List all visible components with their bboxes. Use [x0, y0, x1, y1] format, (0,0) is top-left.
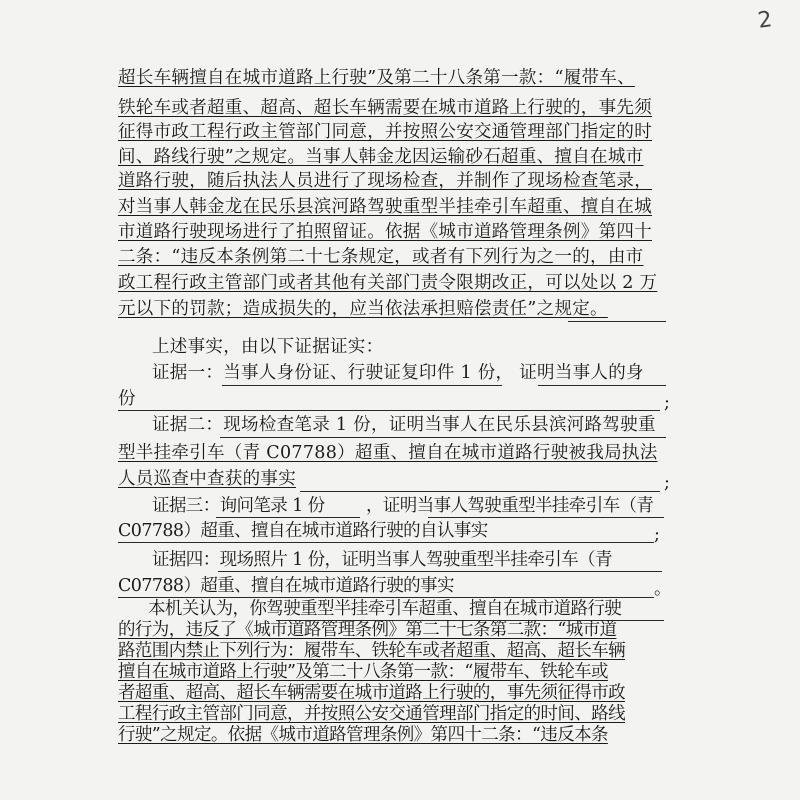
- evidence-3: 证据三：询问笔录 1 份: [152, 496, 325, 516]
- text-line: 征得市政工程行政主管部门同意，并按照公安交通管理部门指定的时: [118, 122, 652, 142]
- evidence-2-cont: 人员巡查中查获的事实: [118, 469, 296, 489]
- text-line: 间、路线行驶”之规定。当事人韩金龙因运输砂石超重、擅自在城市: [118, 147, 644, 167]
- underline-rule: [568, 321, 666, 322]
- evidence-2-cont: 型半挂牵引车（青 C07788）超重、擅自在城市道路行驶被我局执法: [118, 443, 658, 463]
- evidence-4-cont: C07788）超重、擅自在城市道路行驶的事实: [118, 576, 454, 596]
- evidence-1-cont: 份: [118, 389, 136, 409]
- text-line: 铁轮车或者超重、超高、超长车辆需要在城市道路上行驶的，事先须: [118, 98, 652, 118]
- evidence-2: 证据二：现场检查笔录 1 份，证明当事人在民乐县滨河路驾驶重: [152, 415, 656, 435]
- text-line: 行驶”之规定。依据《城市道路管理条例》第四十二条：“违反本条: [118, 725, 608, 745]
- text-line: 本机关认为，你驾驶重型半挂牵引车超重、擅自在城市道路行驶: [148, 599, 622, 619]
- underline-rule: [118, 542, 654, 543]
- evidence-3-cont: C07788）超重、擅自在城市道路行驶的自认事实: [118, 521, 488, 541]
- underline-rule: [118, 410, 660, 411]
- text-line: 政工程行政主管部门或者其他有关部门责令限期改正，可以处以 2 万: [118, 273, 658, 293]
- text-line: 道路行驶，随后执法人员进行了现场检查，并制作了现场检查笔录，: [118, 171, 652, 191]
- underline-rule: [222, 385, 502, 386]
- text-line: 工程行政主管部门同意，并按照公安交通管理部门指定的时间、路线: [118, 704, 625, 724]
- text-line: 市道路行驶现场进行了拍照留证。依据《城市道路管理条例》第四十: [118, 222, 652, 242]
- evidence-3-part2: ，证明当事人驾驶重型半挂牵引车（青: [366, 496, 654, 516]
- underline-rule: [300, 491, 660, 492]
- underline-rule: [218, 571, 662, 572]
- underline-rule: [216, 517, 360, 518]
- underline-rule: [220, 437, 666, 438]
- evidence-4: 证据四：现场照片 1 份，证明当事人驾驶重型半挂牵引车（青: [152, 550, 612, 570]
- text-line: 者超重、超高、超长车辆需要在城市道路上行驶的，事先须征得市政: [118, 683, 625, 703]
- text-line: 的行为，违反了《城市道路管理条例》第二十七条第二款：“城市道: [118, 620, 617, 640]
- semicolon: ;: [654, 525, 661, 545]
- underline-rule: [538, 385, 666, 386]
- evidence-1: 证据一：当事人身份证、行驶证复印件 1 份， 证明当事人的身: [152, 363, 644, 383]
- text-line: 对当事人韩金龙在民乐县滨河路驾驶重型半挂牵引车超重、擅自在城: [118, 197, 652, 217]
- semicolon: ;: [664, 473, 671, 493]
- period: 。: [654, 579, 672, 599]
- page-number: 2: [756, 7, 774, 34]
- text-line: 元以下的罚款；造成损失的，应当依法承担赔偿责任”之规定。: [118, 299, 608, 319]
- text-line: 超长车辆擅自在城市道路上行驶”及第二十八条第一款：“履带车、: [118, 68, 635, 88]
- semicolon: ;: [664, 393, 671, 413]
- text-line: 擅自在城市道路上行驶”及第二十八条第一款：“履带车、铁轮车或: [118, 662, 608, 682]
- text-line: 二条：“违反本条例第二十七条规定，或者有下列行为之一的，由市: [118, 247, 644, 267]
- evidence-intro: 上述事实，由以下证据证实：: [152, 337, 384, 357]
- underline-rule: [428, 517, 664, 518]
- text-line: 路范围内禁止下列行为：履带车、铁轮车或者超重、超高、超长车辆: [118, 641, 625, 661]
